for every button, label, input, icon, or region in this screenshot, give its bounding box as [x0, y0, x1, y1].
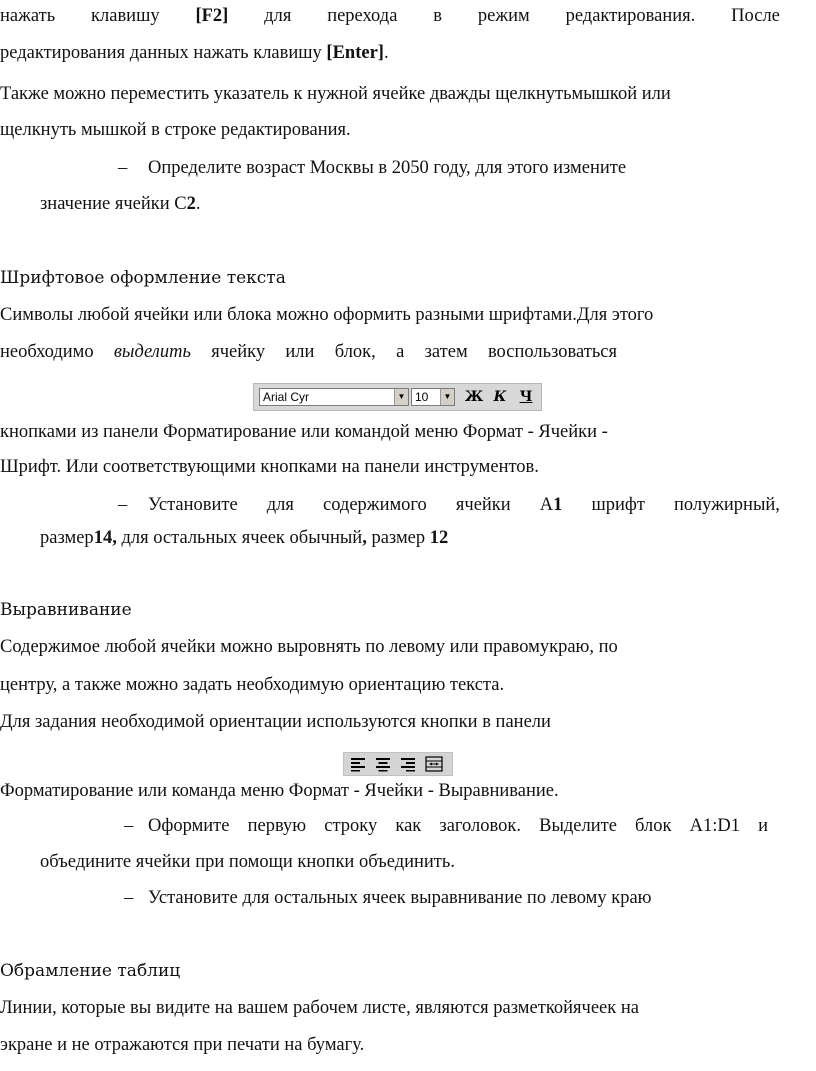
- word: первую: [247, 816, 307, 836]
- merge-center-icon[interactable]: [424, 756, 444, 772]
- text: .: [195, 194, 201, 214]
- underline-button[interactable]: Ч: [519, 389, 533, 405]
- word: Выделите: [539, 816, 617, 836]
- size-value: 12: [429, 528, 449, 548]
- size-value: 14,: [93, 528, 117, 548]
- word: клавишу: [91, 6, 160, 26]
- heading-table-borders: Обрамление таблиц: [0, 961, 181, 981]
- text: редактирования данных нажать клавишу: [0, 43, 327, 63]
- word: необходимо: [0, 342, 94, 362]
- paragraph-line-2: [0, 41, 780, 65]
- word: перехода: [327, 6, 398, 26]
- word: или: [285, 342, 315, 362]
- text: размер: [40, 528, 94, 548]
- word: А1:D1: [689, 816, 740, 836]
- word: Оформите: [148, 816, 230, 836]
- bold-button[interactable]: Ж: [464, 389, 484, 405]
- font-size-combo[interactable]: [411, 388, 455, 406]
- borders-line-1: Линии, которые вы видите на вашем рабочем листе, являются разметкойячеек на: [0, 998, 639, 1018]
- word-italic: выделить: [113, 342, 191, 362]
- heading-alignment: Выравнивание: [0, 600, 132, 620]
- task-2-text: [148, 493, 780, 517]
- word: блок: [635, 816, 672, 836]
- task-2-cont: [40, 526, 448, 550]
- word: Установите: [148, 495, 238, 515]
- word: ячейки: [455, 495, 511, 515]
- task-1-text: Определите возраст Москвы в 2050 году, для этого измените: [148, 158, 627, 178]
- chevron-down-icon[interactable]: ▼: [440, 389, 454, 405]
- task-4-text: Установите для остальных ячеек выравнивание по левому краю: [148, 888, 652, 908]
- font-line-2: [0, 340, 617, 364]
- cell-number: 2: [186, 194, 196, 214]
- word: ячейку: [211, 342, 266, 362]
- word: режим: [477, 6, 530, 26]
- font-line-1: Символы любой ячейки или блока можно оформить разными шрифтами.Для этого: [0, 305, 654, 325]
- task-3-text: [148, 814, 768, 838]
- word: полужирный,: [673, 495, 780, 515]
- key-enter: [Enter]: [326, 43, 384, 63]
- task-3-cont: объедините ячейки при помощи кнопки объединить.: [40, 852, 455, 872]
- text: размер: [366, 528, 430, 548]
- align-line-1: Содержимое любой ячейки можно выровнять по левому или правомукраю, по: [0, 637, 618, 657]
- word: для: [266, 495, 294, 515]
- cell-ref: [540, 493, 563, 517]
- align-line-3: Для задания необходимой ориентации используются кнопки в панели: [0, 712, 551, 732]
- word: шрифт: [591, 495, 645, 515]
- borders-line-2: экране и не отражаются при печати на бумагу.: [0, 1035, 365, 1055]
- align-center-icon[interactable]: [373, 756, 393, 772]
- font-name-value: Arial Cyr: [263, 390, 310, 404]
- align-left-icon[interactable]: [348, 756, 368, 772]
- text: для остальных ячеек обычный: [116, 528, 363, 548]
- align-right-icon[interactable]: [398, 756, 418, 772]
- word: и: [758, 816, 768, 836]
- word: редактирования.: [565, 6, 696, 26]
- font-size-value: 10: [415, 390, 429, 404]
- word: После: [731, 6, 780, 26]
- paragraph-line-3: Также можно переместить указатель к нужной ячейке дважды щелкнутьмышкой или: [0, 84, 671, 104]
- word: воспользоваться: [487, 342, 617, 362]
- paragraph-line-4: щелкнуть мышкой в строке редактирования.: [0, 120, 351, 140]
- font-line-3: кнопками из панели Форматирование или командой меню Формат - Ячейки -: [0, 422, 608, 442]
- word: строку: [324, 816, 378, 836]
- formatting-toolbar: [253, 383, 542, 411]
- task-1-cont: [40, 192, 200, 216]
- comma: ,: [362, 528, 367, 548]
- font-line-4: Шрифт. Или соответствующими кнопками на панели инструментов.: [0, 457, 539, 477]
- chevron-down-icon[interactable]: ▼: [394, 389, 408, 405]
- dash-marker: –: [118, 495, 128, 515]
- text: значение ячейки С: [40, 194, 187, 214]
- key-f2: [F2]: [195, 6, 229, 26]
- word: блок,: [334, 342, 376, 362]
- word: а: [396, 342, 405, 362]
- word: как: [395, 816, 422, 836]
- heading-font-formatting: Шрифтовое оформление текста: [0, 268, 286, 288]
- word: содержимого: [322, 495, 427, 515]
- alignment-toolbar: [343, 752, 453, 776]
- dash-marker: –: [124, 816, 134, 836]
- text: .: [383, 43, 389, 63]
- dash-marker: –: [118, 158, 128, 178]
- text: А: [539, 495, 554, 515]
- italic-button[interactable]: К: [493, 389, 507, 405]
- word: затем: [424, 342, 468, 362]
- word: заголовок.: [439, 816, 521, 836]
- word: нажать: [0, 6, 56, 26]
- dash-marker: –: [124, 888, 134, 908]
- cell-number: 1: [553, 495, 563, 515]
- paragraph-line-1: [0, 4, 780, 28]
- align-line-4: Форматирование или команда меню Формат - Ячейки - Выравнивание.: [0, 781, 559, 801]
- word: в: [433, 6, 443, 26]
- align-line-2: центру, а также можно задать необходимую ориентацию текста.: [0, 675, 505, 695]
- font-name-combo[interactable]: [259, 388, 409, 406]
- word: для: [264, 6, 292, 26]
